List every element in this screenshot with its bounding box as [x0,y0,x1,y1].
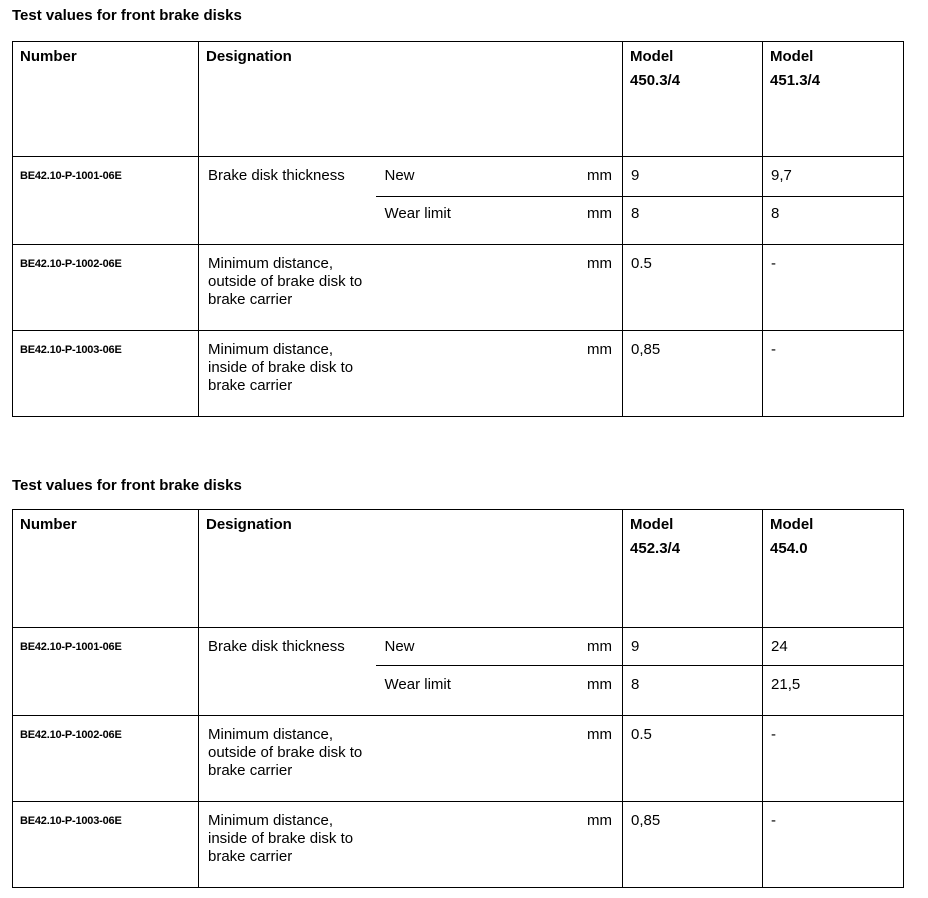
row-designation: Brake disk thickness [199,157,376,245]
row-designation: Minimum distance, inside of brake disk to brake carrier [199,802,561,888]
row-value-b: 8 [763,197,904,245]
row-designation: Minimum distance, outside of brake disk to brake carrier [199,245,561,331]
row-qualifier: Wear limit [376,666,561,716]
row-value-b: - [763,245,904,331]
table-row [13,331,904,417]
row-number: BE42.10-P-1003-06E [13,331,199,417]
header-model-a: Model 452.3/4 [623,510,763,628]
row-number: BE42.10-P-1002-06E [13,716,199,802]
row-value-a: 9 [623,157,763,197]
test-values-table [12,509,904,888]
row-unit: mm [561,628,623,666]
section-title: Test values for front brake disks [12,477,242,494]
row-unit: mm [561,802,623,888]
row-value-b: - [763,331,904,417]
row-value-a: 8 [623,666,763,716]
header-designation: Designation [199,510,623,628]
row-value-b: - [763,716,904,802]
row-unit: mm [561,716,623,802]
row-qualifier: Wear limit [376,197,561,245]
row-value-a: 8 [623,197,763,245]
row-value-b: 21,5 [763,666,904,716]
row-number: BE42.10-P-1003-06E [13,802,199,888]
table-header-row [13,510,904,628]
table-row [13,802,904,888]
row-value-b: 24 [763,628,904,666]
row-value-a: 0.5 [623,716,763,802]
header-model-b: Model 454.0 [763,510,904,628]
row-number: BE42.10-P-1001-06E [13,157,199,245]
row-designation: Minimum distance, inside of brake disk to brake carrier [199,331,561,417]
row-value-b: - [763,802,904,888]
header-model-b: Model 451.3/4 [763,42,904,157]
header-model-a: Model 450.3/4 [623,42,763,157]
test-values-table [12,41,904,417]
row-unit: mm [561,245,623,331]
row-number: BE42.10-P-1001-06E [13,628,199,716]
row-value-a: 0,85 [623,802,763,888]
header-number: Number [13,42,199,157]
header-designation: Designation [199,42,623,157]
row-unit: mm [561,666,623,716]
row-value-a: 0,85 [623,331,763,417]
row-designation: Minimum distance, outside of brake disk to brake carrier [199,716,561,802]
table-row [13,716,904,802]
row-value-a: 0.5 [623,245,763,331]
row-value-a: 9 [623,628,763,666]
row-unit: mm [561,157,623,197]
row-unit: mm [561,331,623,417]
header-number: Number [13,510,199,628]
row-unit: mm [561,197,623,245]
row-designation: Brake disk thickness [199,628,376,716]
table-row [13,157,904,197]
row-number: BE42.10-P-1002-06E [13,245,199,331]
row-qualifier: New [376,157,561,197]
table-row [13,245,904,331]
table-row [13,628,904,666]
section-title: Test values for front brake disks [12,7,242,24]
table-header-row [13,42,904,157]
row-value-b: 9,7 [763,157,904,197]
row-qualifier: New [376,628,561,666]
